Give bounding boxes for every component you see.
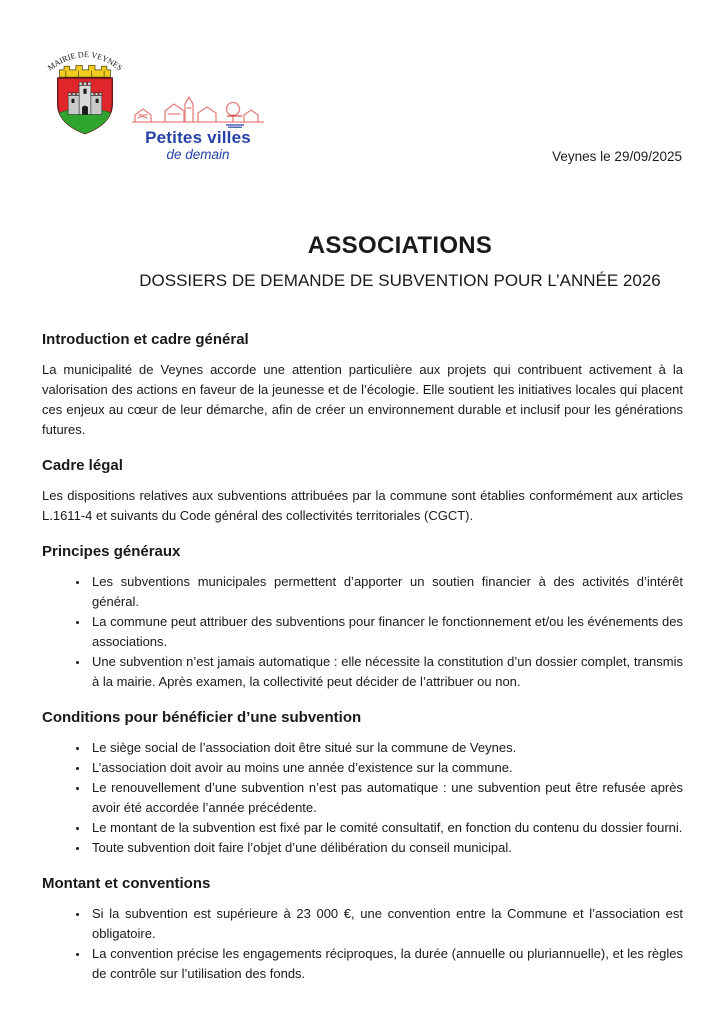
header-logos xyxy=(44,38,264,162)
bullet-item: • Toute subvention doit faire l’objet d’une délibération du conseil municipal. xyxy=(89,838,683,858)
document-subtitle: DOSSIERS DE DEMANDE DE SUBVENTION POUR L’ANNÉE 2026 xyxy=(139,271,661,290)
petites-villes-de-demain-logo xyxy=(132,84,264,162)
paragraph: La municipalité de Veynes accorde une attention particulière aux projets qui contribuent activement à la valorisation des actions en faveur de la jeunesse et de l’écologie. Elle soutient les initiatives locales qui placent ces enjeux au cœur de leur démarche, afin de créer un environnement durable et inclusif pour les générations futures. xyxy=(42,362,683,437)
bullet-list xyxy=(42,904,683,984)
bullet-item: • Le siège social de l’association doit être situé sur la commune de Veynes. xyxy=(89,738,683,758)
bullet-item: • La commune peut attribuer des subventions pour financer le fonctionnement et/ou les événements des associations. xyxy=(89,612,683,652)
coat-of-arms-arc-text: MAIRIE DE VEYNES xyxy=(46,50,125,73)
mairie-de-veynes-coat-of-arms-icon xyxy=(44,38,126,140)
bullet-item: • La convention précise les engagements réciproques, la durée (annuelle ou pluriannuelle), et les règles de contrôle sur l’utilisation des fonds. xyxy=(89,944,683,984)
bullet-item: • Le montant de la subvention est fixé par le comité consultatif, en fonction du contenu du dossier fourni. xyxy=(89,818,683,838)
bullet-item: • Une subvention n’est jamais automatique : elle nécessite la constitution d’un dossier complet, transmis à la mairie. Après examen, la collectivité peut décider de l’attribuer ou non. xyxy=(89,652,683,692)
section-heading: Montant et conventions xyxy=(42,875,211,892)
section-heading: Introduction et cadre général xyxy=(42,331,249,348)
bullet-list xyxy=(42,572,683,692)
section-heading: Principes généraux xyxy=(42,543,181,560)
bullet-list xyxy=(42,738,683,858)
bullet-item: • L’association doit avoir au moins une année d’existence sur la commune. xyxy=(89,758,683,778)
pvd-logo-text-line1: Petites villes xyxy=(145,128,251,147)
document-body xyxy=(42,330,683,984)
bullet-item: • Les subventions municipales permettent d’apporter un soutien financier à des activités d’intérêt général. xyxy=(89,572,683,612)
document-title: ASSOCIATIONS xyxy=(307,232,493,259)
bullet-item: • Si la subvention est supérieure à 23 000 €, une convention entre la Commune et l’association est obligatoire. xyxy=(89,904,683,944)
paragraph: Les dispositions relatives aux subventions attribuées par la commune sont établies conformément aux articles L.1611-4 et suivants du Code général des collectivités territoriales (CGCT). xyxy=(42,488,683,523)
section-heading: Conditions pour bénéficier d’une subvention xyxy=(42,709,362,726)
village-skyline-icon xyxy=(132,84,264,128)
pvd-logo-text-line2: de demain xyxy=(166,147,230,162)
title-block xyxy=(110,232,690,292)
date-line: Veynes le 29/09/2025 xyxy=(552,149,682,164)
bullet-item: • Le renouvellement d’une subvention n’est pas automatique : une subvention peut être refusée après avoir été accordée l’année précédente. xyxy=(89,778,683,818)
section-heading: Cadre légal xyxy=(42,457,123,474)
crown-icon xyxy=(60,65,111,77)
